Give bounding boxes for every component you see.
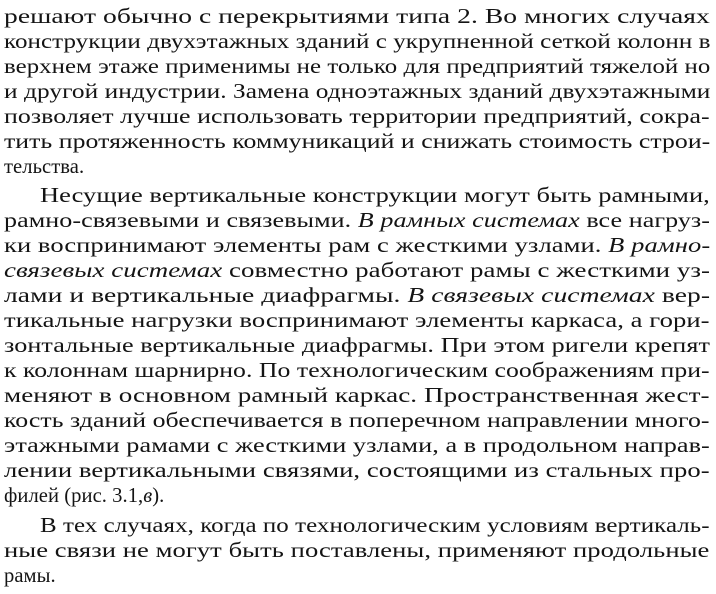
text-run: все нагруз- [579,210,711,232]
italic-term: в [143,485,153,507]
text-line: конструкции двухэтажных зданий с укрупненной сеткой колонн в [4,31,711,53]
text-line [4,259,710,283]
text-line: тикальные нагрузки воспринимают элементы каркаса, а гори- [4,310,710,332]
text-line: зонтальные вертикальные диафрагмы. При этом ригели крепят [4,335,710,357]
text-run: лами и вертикальные диафрагмы. [4,285,408,307]
text-line [4,484,164,508]
text-line [4,284,710,308]
text-line: Несущие вертикальные конструкции могут быть рамными, [40,185,710,207]
text-line: к колоннам шарнирно. По технологическим соображениям при- [4,360,710,382]
text-line: этажными рамами с жесткими узлами, а в продольном направ- [4,435,710,457]
text-run: ). [152,485,165,507]
italic-term: связевых системах [4,260,223,282]
text-run: филей (рис. 3.1, [4,485,144,507]
italic-term: В рамно- [608,235,711,257]
text-run: вер- [654,285,711,307]
text-run: совместно работают рамы с жесткими уз- [222,260,711,282]
text-line: ные связи не могут быть поставлены, применяют продольные [4,540,710,562]
italic-term: В рамных системах [357,210,580,232]
text-line: рамы. [4,565,56,587]
text-line: решают обычно с перекрытиями типа 2. Во многих случаях [4,6,710,28]
text-line: верхнем этаже применимы не только для предприятий тяжелой но [4,56,711,78]
text-line: меняют в основном рамный каркас. Пространственная жест- [4,385,710,407]
text-line: В тех случаях, когда по технологическим условиям вертикаль- [40,515,710,537]
text-run: рамно-связевыми и связевыми. [4,210,358,232]
text-run: ки воспринимают элементы рам с жесткими узлами. [4,235,609,257]
text-line: лении вертикальными связями, состоящими из стальных про- [4,460,710,482]
text-line [4,234,710,258]
italic-term: В связевых системах [407,285,655,307]
text-line: тить протяженность коммуникаций и снижать стоимость строи- [4,131,711,153]
text-line: тельства. [4,156,85,178]
text-line [4,209,710,233]
text-line: кость зданий обеспечивается в поперечном направлении много- [4,410,710,432]
text-line: позволяет лучше использовать территории предприятий, сокра- [4,106,710,128]
text-line: и другой индустрии. Замена одноэтажных зданий двухэтажными [4,81,711,103]
